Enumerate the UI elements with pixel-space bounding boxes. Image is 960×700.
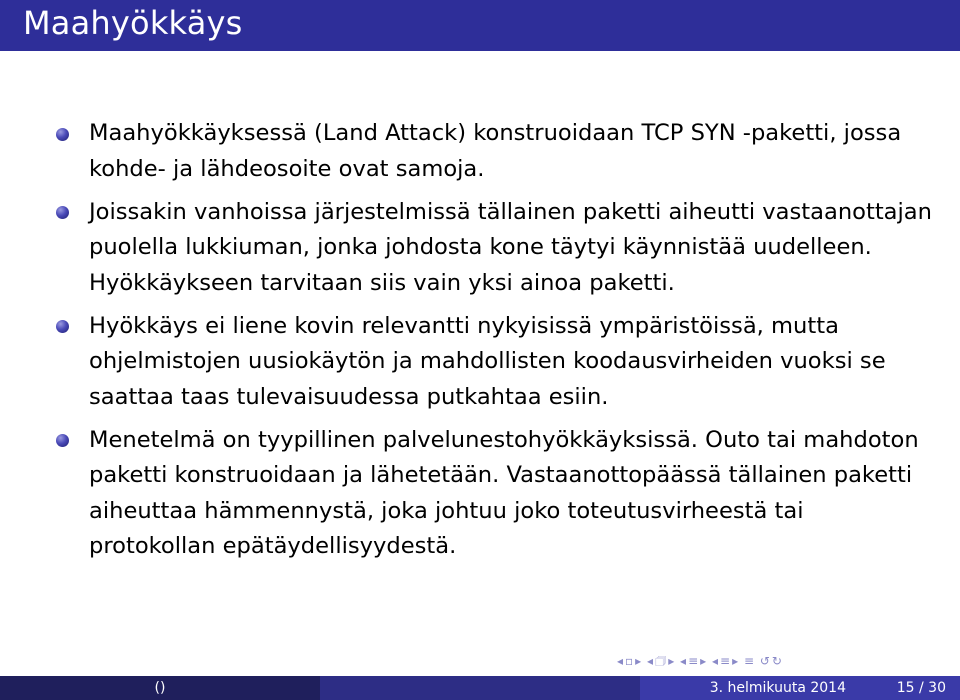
bullet-ball-icon — [56, 206, 69, 219]
nav-doc-icon[interactable]: ≡ — [720, 654, 731, 668]
nav-subsection-icon[interactable]: 🗇 — [655, 654, 667, 668]
bullet-list — [56, 116, 936, 572]
nav-toc-icon[interactable]: ≡ — [743, 654, 755, 668]
bullet-ball-icon — [56, 128, 69, 141]
nav-frame-icon[interactable]: ▫ — [625, 654, 634, 668]
bullet-item — [56, 195, 936, 302]
title-bar — [0, 0, 960, 51]
nav-prev-doc-icon[interactable]: ◂ — [712, 654, 719, 668]
footer-author: () — [0, 676, 320, 700]
bullet-item — [56, 116, 936, 187]
bullet-text: Maahyökkäyksessä (Land Attack) konstruoidaan TCP SYN -paketti, jossa kohde- ja lähdeosoite ovat samoja. — [89, 120, 902, 182]
footer-page-number: 15 / 30 — [896, 680, 946, 696]
bullet-ball-icon — [56, 434, 69, 447]
nav-next-subsection-icon[interactable]: ▸ — [668, 654, 675, 668]
footer — [0, 676, 960, 700]
bullet-text: Hyökkäys ei liene kovin relevantti nykyisissä ympäristöissä, mutta ohjelmistojen uusiokäytön ja mahdollisten koodausvirheiden vuoksi se saattaa taas tulevaisuudessa putkahtaa esiin. — [89, 312, 886, 410]
beamer-navigation — [617, 651, 957, 671]
nav-forward-icon[interactable]: ↻ — [771, 654, 782, 668]
footer-date: 3. helmikuuta 2014 — [709, 680, 846, 696]
nav-prev-subsection-icon[interactable]: ◂ — [647, 654, 654, 668]
footer-info — [640, 676, 960, 700]
nav-prev-frame-icon[interactable]: ◂ — [617, 654, 624, 668]
bullet-text: Joissakin vanhoissa järjestelmissä tällainen paketti aiheutti vastaanottajan puolella lukkiuman, jonka johdosta kone täytyi käynnistää uudelleen. Hyökkäykseen tarvitaan siis vain yksi ainoa paketti. — [89, 198, 932, 296]
bullet-text: Menetelmä on tyypillinen palvelunestohyökkäyksissä. Outo tai mahdoton paketti konstruoidaan ja lähetetään. Vastaanottopäässä tällainen paketti aiheuttaa hämmennystä, joka johtuu joko toteutusvirheestä tai protokollan epätäydellisyydestä. — [89, 426, 919, 559]
nav-section-icon[interactable]: ≡ — [688, 654, 699, 668]
nav-next-doc-icon[interactable]: ▸ — [732, 654, 739, 668]
nav-next-frame-icon[interactable]: ▸ — [635, 654, 642, 668]
nav-prev-section-icon[interactable]: ◂ — [680, 654, 687, 668]
footer-title-area — [320, 676, 640, 700]
nav-next-section-icon[interactable]: ▸ — [700, 654, 707, 668]
bullet-item — [56, 423, 936, 565]
nav-back-icon[interactable]: ↺ — [759, 654, 770, 668]
bullet-item — [56, 309, 936, 416]
slide-title: Maahyökkäys — [23, 4, 243, 42]
bullet-ball-icon — [56, 320, 69, 333]
